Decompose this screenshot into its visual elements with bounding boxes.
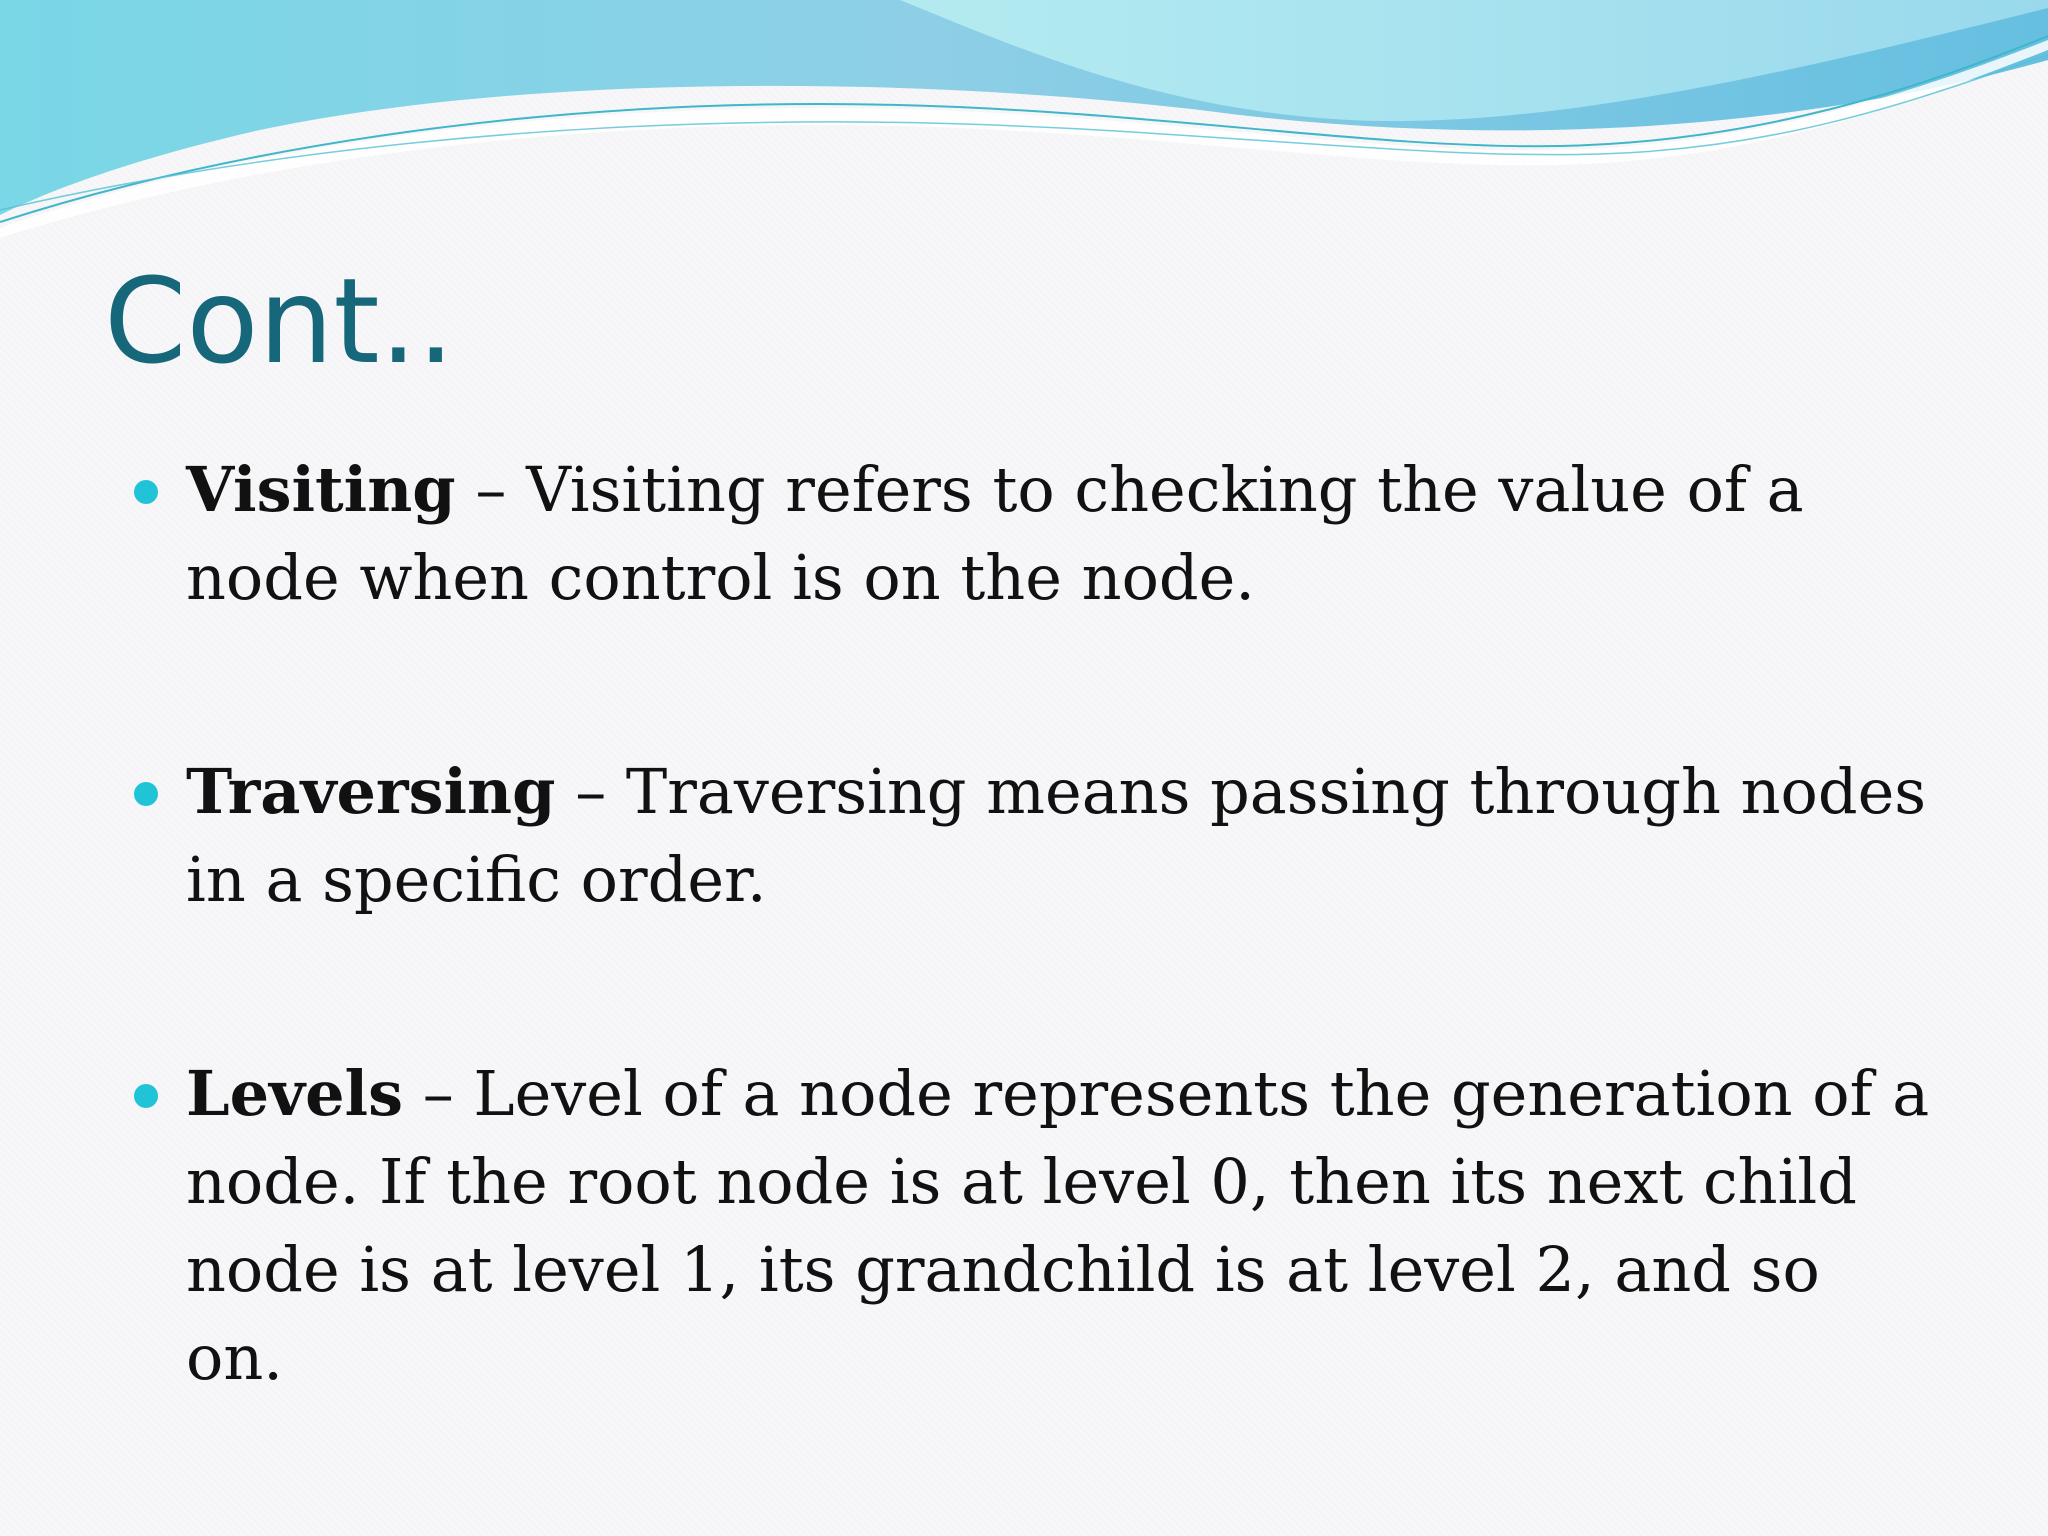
bullet-term: Levels [186, 1057, 403, 1130]
bullet-item-visiting [130, 446, 1930, 622]
bullet-separator: – [555, 755, 626, 828]
bullet-list [130, 446, 1930, 1402]
bullet-term: Traversing [186, 755, 556, 828]
bullet-dot-icon [134, 480, 158, 504]
bullet-item-traversing [130, 748, 1930, 924]
bullet-text: Traversing means passing through nodes in a specific order. [186, 755, 1927, 916]
bullet-separator: – [402, 1057, 474, 1130]
bullet-term: Visiting [186, 453, 456, 526]
bullet-text: Level of a node represents the generation of a node. If the root node is at level 0, then its next child node is at level 1, its grandchild is at level 2, and so on. [186, 1057, 1930, 1394]
bullet-separator: – [455, 453, 527, 526]
bullet-dot-icon [134, 782, 158, 806]
slide-title: Cont.. [104, 252, 455, 390]
header-wave-decoration [0, 0, 2048, 240]
bullet-dot-icon [134, 1084, 158, 1108]
bullet-text: Visiting refers to checking the value of a node when control is on the node. [186, 453, 1804, 614]
bullet-item-levels [130, 1050, 1930, 1402]
